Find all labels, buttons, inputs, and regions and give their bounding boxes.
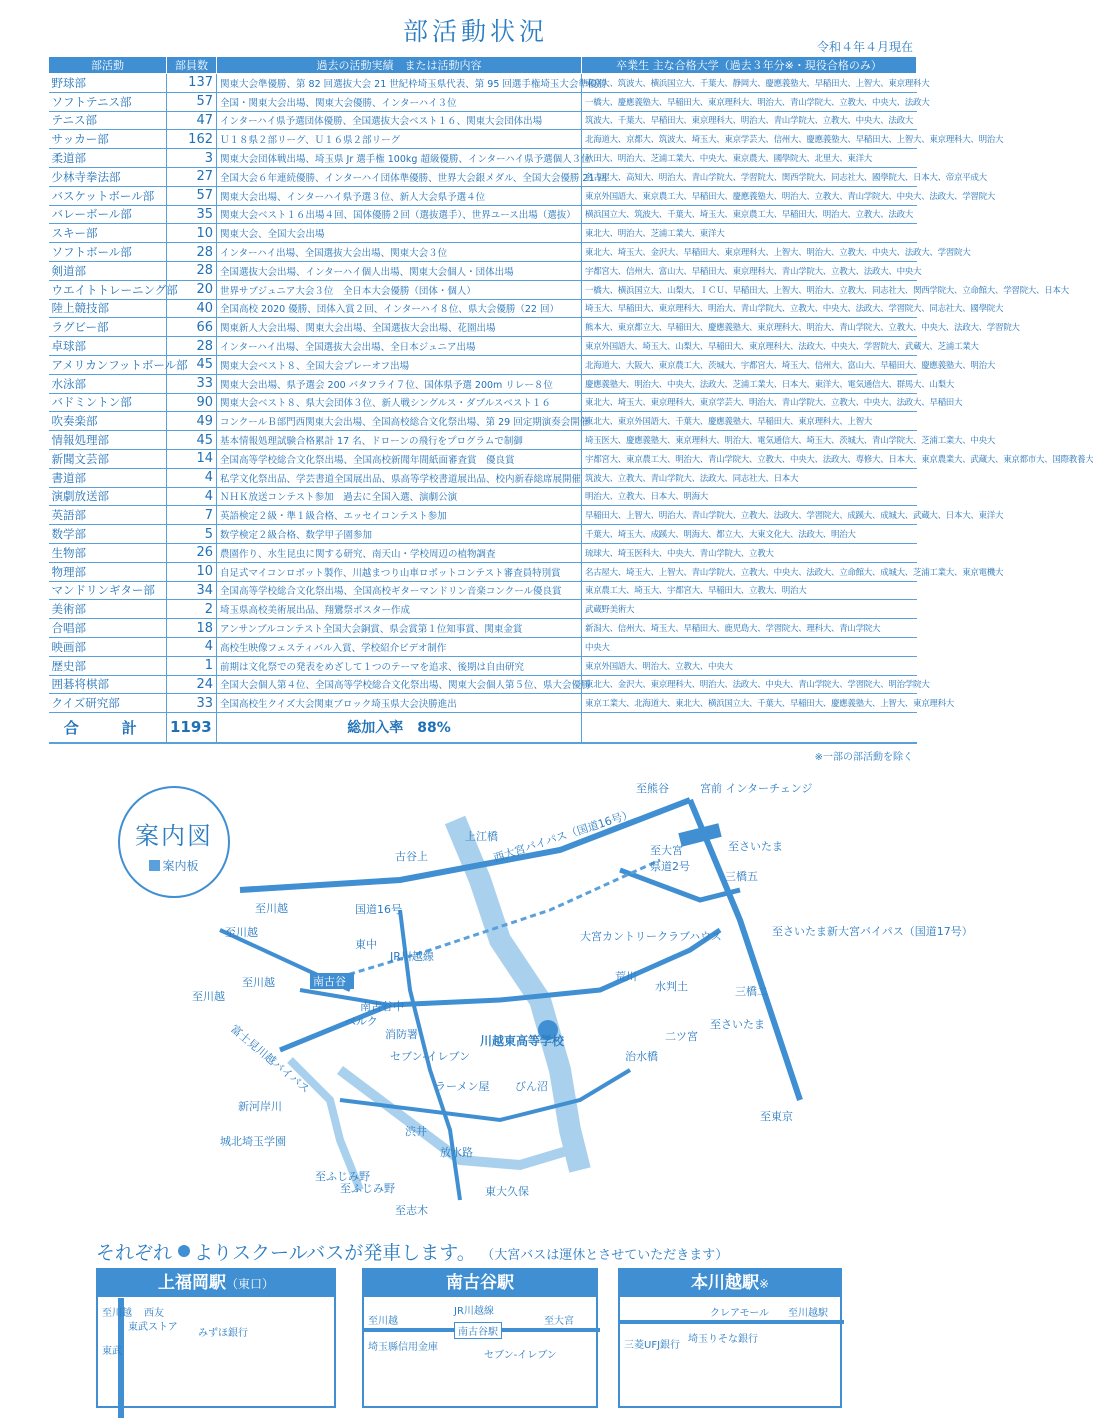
table-row: [49, 149, 917, 168]
record-cell: 全国高校 2020 優勝、団体入賞２回、インターハイ８位、県大会優勝（22 回）: [217, 299, 582, 318]
map-badge-legend: [120, 857, 228, 874]
table-row: [49, 468, 917, 487]
label-suihan: 水判土: [655, 980, 688, 993]
table-body: [49, 74, 1093, 713]
label-seiyu: 西友: [144, 1308, 164, 1319]
label-kamiegawa: 上江橋: [465, 830, 498, 843]
record-cell: インターハイ出場、全国選抜大会出場、関東大会３位: [217, 243, 582, 262]
label-kawagoe1: 至川越: [255, 902, 288, 915]
label-fujimino1: 至ふじみ野: [315, 1170, 370, 1183]
table-row: [49, 92, 917, 111]
total-label: 合 計: [49, 713, 167, 743]
station-title: [98, 1270, 334, 1297]
club-name-cell: バレーボール部: [49, 205, 167, 224]
footnote: ※一部の部活動を除く: [814, 752, 913, 763]
members-cell: 4: [167, 487, 217, 506]
universities-cell: 琉球大、埼玉医科大、中央大、青山学院大、立教大: [582, 543, 917, 562]
universities-cell: 一橋大、慶應義塾大、早稲田大、東京理科大、明治大、青山学院大、立教大、中央大、法政大: [582, 92, 917, 111]
record-cell: 全国・関東大会出場、関東大会優勝、インターハイ３位: [217, 92, 582, 111]
label-station: 南古谷駅: [454, 1322, 502, 1339]
station-title: [364, 1270, 596, 1297]
members-cell: 28: [167, 243, 217, 262]
table-row: [49, 337, 917, 356]
universities-cell: 名古屋大、埼玉大、上智大、青山学院大、立教大、中央大、法政大、立命館大、成城大、芝浦工業大、東京電機大: [582, 562, 917, 581]
universities-cell: 東北大、金沢大、東京理科大、明治大、法政大、中央大、青山学院大、学習院大、明治学院大: [582, 675, 917, 694]
members-cell: 2: [167, 600, 217, 619]
universities-cell: 一橋大、横浜国立大、山梨大、ＩＣＵ、早稲田大、上智大、明治大、立教大、同志社大、関西学院大、立命館大、学習院大、日本大: [582, 280, 917, 299]
record-cell: 基本情報処理試験合格累計 17 名、ドローンの飛行をプログラムで制御: [217, 431, 582, 450]
label-fujimino2: 至ふじみ野: [340, 1182, 395, 1195]
station-map-honkawagoe: [618, 1268, 842, 1408]
record-cell: インターハイ県予選団体優勝、全国選抜大会ベスト１６、関東大会団体出場: [217, 111, 582, 130]
members-cell: 49: [167, 412, 217, 431]
record-cell: ＮＨＫ放送コンテスト参加 過去に全国入選、演劇公演: [217, 487, 582, 506]
record-cell: 関東新人大会出場、関東大会出場、全国選抜大会出場、花園出場: [217, 318, 582, 337]
club-name-cell: 歴史部: [49, 656, 167, 675]
members-cell: 35: [167, 205, 217, 224]
club-activity-table: [48, 56, 1093, 744]
club-name-cell: 卓球部: [49, 337, 167, 356]
universities-cell: 早稲田大、上智大、明治大、青山学院大、立教大、法政大、学習院大、成蹊大、成城大、武蔵大、日本大、東洋大: [582, 506, 917, 525]
legend-square-icon: [149, 860, 160, 871]
label-higashiokubo: 東大久保: [485, 1185, 529, 1198]
club-name-cell: 陸上競技部: [49, 299, 167, 318]
universities-cell: 新潟大、信州大、埼玉大、早稲田大、鹿児島大、学習院大、理科大、青山学院大: [582, 619, 917, 638]
members-cell: 18: [167, 619, 217, 638]
universities-cell: 名古屋大、高知大、明治大、青山学院大、学習院大、関西学院大、同志社大、國學院大、日本大、帝京平成大: [582, 167, 917, 186]
label-binnuma: びん沼: [515, 1080, 548, 1093]
header-club: 部活動: [49, 57, 167, 74]
table-row: [49, 637, 917, 656]
club-name-cell: 柔道部: [49, 149, 167, 168]
table-row: [49, 581, 917, 600]
label-kawagoe: 至川越: [368, 1316, 398, 1327]
table-row: [49, 675, 917, 694]
bus-stop-pin-icon: [178, 1245, 190, 1257]
table-row: [49, 449, 917, 468]
record-cell: アンサンブルコンテスト全国大会銅賞、県会賞第１位知事賞、関東金賞: [217, 619, 582, 638]
universities-cell: 東北大、埼玉大、東京理科大、東京学芸大、明治大、青山学院大、立教大、中央大、法政大、早稲田大: [582, 393, 917, 412]
label-fujimino-road: 富士見川越バイパス: [228, 1022, 313, 1096]
label-ic: 宮前 インターチェンジ: [700, 782, 813, 795]
table-row: [49, 167, 917, 186]
road-line: [620, 1320, 844, 1324]
station-name: 本川越駅: [690, 1273, 759, 1293]
record-cell: 世界サブジュニア大会３位 全日本大会優勝（団体・個人）: [217, 280, 582, 299]
club-name-cell: ラグビー部: [49, 318, 167, 337]
page-title: 部活動状況: [402, 17, 548, 46]
members-cell: 45: [167, 431, 217, 450]
table-row: [49, 600, 917, 619]
universities-cell: 筑波大、立教大、青山学院大、法政大、同志社大、日本大: [582, 468, 917, 487]
label-jr: JR川越線: [390, 950, 434, 963]
club-name-cell: 演劇放送部: [49, 487, 167, 506]
label-kawagoe-station: 至川越駅: [788, 1308, 828, 1319]
club-name-cell: 書道部: [49, 468, 167, 487]
record-cell: インターハイ出場、全国選抜大会出場、全日本ジュニア出場: [217, 337, 582, 356]
universities-cell: 慶應義塾大、明治大、中央大、法政大、芝浦工業大、日本大、東洋大、電気通信大、群馬大、山梨大: [582, 374, 917, 393]
members-cell: 137: [167, 74, 217, 93]
label-saitama1: 至さいたま: [728, 840, 783, 853]
record-cell: 数学検定２級合格、数学甲子園参加: [217, 525, 582, 544]
label-omiya1: 至大宮: [650, 844, 683, 857]
members-cell: 57: [167, 186, 217, 205]
members-cell: 4: [167, 637, 217, 656]
members-cell: 45: [167, 355, 217, 374]
label-higashinaka: 東中: [355, 938, 377, 951]
label-r16: 国道16号: [355, 903, 402, 916]
club-name-cell: 囲碁将棋部: [49, 675, 167, 694]
club-name-cell: 美術部: [49, 600, 167, 619]
universities-cell: 宇都宮大、東京農工大、明治大、青山学院大、立教大、中央大、法政大、専修大、日本大、東京農業大、武蔵大、東京都市大、国際教養大: [582, 449, 917, 468]
record-cell: 埼玉県高校美術展出品、翔鸞祭ポスター作成: [217, 600, 582, 619]
record-cell: 全国高等学校総合文化祭出場、全国高校ギターマンドリン音楽コンクール優良賞: [217, 581, 582, 600]
universities-cell: 東京大、筑波大、横浜国立大、千葉大、静岡大、慶應義塾大、早稲田大、上智大、東京理科大: [582, 74, 917, 93]
members-cell: 33: [167, 374, 217, 393]
members-cell: 26: [167, 543, 217, 562]
record-cell: 英語検定２級・準１級合格、エッセイコンテスト参加: [217, 506, 582, 525]
label-shiki: 至志木: [395, 1204, 428, 1217]
members-cell: 33: [167, 694, 217, 713]
table-row: [49, 562, 917, 581]
total-rate: 総加入率 88%: [217, 713, 582, 743]
club-name-cell: 新聞文芸部: [49, 449, 167, 468]
table-row: [49, 393, 917, 412]
table-row: [49, 205, 917, 224]
club-name-cell: 英語部: [49, 506, 167, 525]
table-row: [49, 431, 917, 450]
label-shin-omiya: 至さいたま新大宮バイパス（国道17号）: [772, 925, 973, 938]
club-name-cell: ソフトテニス部: [49, 92, 167, 111]
label-tobu: 東武: [102, 1346, 122, 1357]
universities-cell: 埼玉大、早稲田大、東京理科大、明治大、青山学院大、立教大、中央大、法政大、学習院大、同志社大、國學院大: [582, 299, 917, 318]
label-ara: 荒川: [615, 970, 637, 983]
universities-cell: 北海道大、大阪大、東京農工大、茨城大、宇都宮大、埼玉大、信州大、富山大、早稲田大、慶應義塾大、明治大: [582, 355, 917, 374]
total-blank: [582, 713, 917, 743]
universities-cell: 熊本大、東京都立大、早稲田大、慶應義塾大、東京理科大、明治大、青山学院大、立教大、中央大、法政大、学習院大: [582, 318, 917, 337]
label-mufg: 三菱UFJ銀行: [624, 1340, 681, 1351]
members-cell: 10: [167, 224, 217, 243]
table-row: [49, 261, 917, 280]
label-minamifuruya: 南古谷: [313, 975, 346, 988]
members-cell: 24: [167, 675, 217, 694]
universities-cell: 東北大、明治大、芝浦工業大、東洋大: [582, 224, 917, 243]
members-cell: 4: [167, 468, 217, 487]
universities-cell: 筑波大、千葉大、早稲田大、東京理科大、明治大、青山学院大、立教大、中央大、法政大: [582, 111, 917, 130]
members-cell: 27: [167, 167, 217, 186]
table-row: [49, 412, 917, 431]
club-name-cell: ウエイトトレーニング部: [49, 280, 167, 299]
label-bank: 埼玉縣信用金庫: [368, 1342, 438, 1353]
record-cell: 関東大会ベスト１６出場４回、国体優勝２回（選抜選手）、世界ユース出場（選抜）: [217, 205, 582, 224]
universities-cell: 武蔵野美術大: [582, 600, 917, 619]
record-cell: 関東大会準優勝、第 82 回選抜大会 21 世紀枠埼玉県代表、第 95 回選手権埼玉大会準優勝: [217, 74, 582, 93]
members-cell: 28: [167, 261, 217, 280]
table-row: [49, 299, 917, 318]
members-cell: 7: [167, 506, 217, 525]
label-kawagoe3: 至川越: [242, 976, 275, 989]
label-minamifuruyachu: 南古谷中: [360, 1000, 404, 1013]
label-bypass-nishi: 西大宮バイパス（国道16号）: [491, 807, 635, 865]
bus-text-before: それぞれ: [96, 1242, 173, 1264]
universities-cell: 東京外国語大、明治大、立教大、中央大: [582, 656, 917, 675]
members-cell: 66: [167, 318, 217, 337]
members-cell: 14: [167, 449, 217, 468]
club-name-cell: アメリカンフットボール部: [49, 355, 167, 374]
club-name-cell: 合唱部: [49, 619, 167, 638]
table-row: [49, 619, 917, 638]
table-row: [49, 355, 917, 374]
table-row: [49, 186, 917, 205]
universities-cell: 秋田大、明治大、芝浦工業大、中央大、東京農大、國學院大、北里大、東洋大: [582, 149, 917, 168]
record-cell: 関東大会、全国大会出場: [217, 224, 582, 243]
label-seven: セブン-イレブン: [484, 1350, 557, 1361]
label-ramen: ラーメン屋: [435, 1080, 490, 1093]
club-name-cell: サッカー部: [49, 130, 167, 149]
label-furuyagami: 古谷上: [395, 850, 428, 863]
shido-bridge: [680, 830, 720, 840]
label-jisui: 治水橋: [625, 1050, 658, 1063]
table-header-row: [49, 57, 917, 74]
table-row: [49, 280, 917, 299]
club-name-cell: 生物部: [49, 543, 167, 562]
total-row: [49, 713, 917, 743]
members-cell: 47: [167, 111, 217, 130]
label-beruku: ベルク: [345, 1015, 378, 1028]
record-cell: 全国高校生クイズ大会関東ブロック埼玉県大会決勝進出: [217, 694, 582, 713]
table-row: [49, 543, 917, 562]
club-name-cell: マンドリンギター部: [49, 581, 167, 600]
record-cell: 高校生映像フェスティバル入賞、学校紹介ビデオ制作: [217, 637, 582, 656]
label-tokyo: 至東京: [760, 1110, 793, 1123]
universities-cell: 明治大、立教大、日本大、明海大: [582, 487, 917, 506]
table-row: [49, 525, 917, 544]
record-cell: Ｕ１８県２部リーグ、Ｕ１６県２部リーグ: [217, 130, 582, 149]
record-cell: 全国大会個人第４位、全国高等学校総合文化祭出場、関東大会個人第５位、県大会優勝: [217, 675, 582, 694]
members-cell: 10: [167, 562, 217, 581]
club-name-cell: 少林寺拳法部: [49, 167, 167, 186]
club-name-cell: ソフトボール部: [49, 243, 167, 262]
club-name-cell: 物理部: [49, 562, 167, 581]
bus-notice: [96, 1238, 728, 1265]
record-cell: 関東大会ベスト８、県大会団体３位、新人戦シングルス・ダブルスベスト１６: [217, 393, 582, 412]
label-seven: セブン-イレブン: [390, 1050, 471, 1063]
members-cell: 34: [167, 581, 217, 600]
label-kawagoe2: 至川越: [225, 926, 258, 939]
header-universities: 卒業生 主な合格大学（過去３年分※・現役合格のみ）: [582, 57, 917, 74]
table-row: [49, 243, 917, 262]
members-cell: 3: [167, 149, 217, 168]
label-resona: 埼玉りそな銀行: [688, 1334, 758, 1345]
club-name-cell: バスケットボール部: [49, 186, 167, 205]
members-cell: 28: [167, 337, 217, 356]
members-cell: 90: [167, 393, 217, 412]
label-johoku: 城北埼玉学園: [220, 1135, 286, 1148]
record-cell: 私学文化祭出品、学芸書道全国展出品、県高等学校書道展出品、校内新春総席展開催: [217, 468, 582, 487]
universities-cell: 中央大: [582, 637, 917, 656]
club-name-cell: クイズ研究部: [49, 694, 167, 713]
record-cell: 全国大会６年連続優勝、インターハイ団体準優勝、世界大会銀メダル、全国大会優勝 21 回: [217, 167, 582, 186]
universities-cell: 東京外国語大、埼玉大、山梨大、早稲田大、東京理科大、法政大、中央大、学習院大、武蔵大、芝浦工業大: [582, 337, 917, 356]
table-row: [49, 374, 917, 393]
table-row: [49, 487, 917, 506]
bus-note: （大宮バスは運休とさせていただきます）: [487, 1248, 729, 1263]
club-name-cell: テニス部: [49, 111, 167, 130]
members-cell: 57: [167, 92, 217, 111]
club-name-cell: 野球部: [49, 74, 167, 93]
label-mizuho: みずほ銀行: [198, 1328, 248, 1339]
label-omiya: 至大宮: [544, 1316, 574, 1327]
label-kumagaya: 至熊谷: [636, 782, 669, 795]
map-badge: [118, 786, 230, 898]
station-sub: （東口）: [225, 1277, 274, 1291]
label-tobu-store: 東武ストア: [128, 1322, 178, 1333]
record-cell: 前期は文化祭での発表をめざして１つのテーマを追求、後期は自由研究: [217, 656, 582, 675]
club-name-cell: 剣道部: [49, 261, 167, 280]
universities-cell: 宇都宮大、信州大、富山大、早稲田大、東京理科大、青山学院大、立教大、法政大、中央大: [582, 261, 917, 280]
table-row: [49, 656, 917, 675]
map-badge-title: 案内図: [135, 822, 213, 850]
header-members: 部員数: [167, 57, 217, 74]
club-name-cell: 数学部: [49, 525, 167, 544]
club-name-cell: 映画部: [49, 637, 167, 656]
total-members: 1193: [167, 713, 217, 743]
label-school: 川越東高等学校: [480, 1034, 565, 1048]
record-cell: 自足式マイコンロボット製作、川越まつり山車ロボットコンテスト審査員特別賞: [217, 562, 582, 581]
station-name: 南古谷駅: [446, 1273, 514, 1293]
label-shinkashi: 新河岸川: [238, 1100, 282, 1113]
table-row: [49, 74, 917, 93]
record-cell: 関東大会ベスト８、全国大会プレーオフ出場: [217, 355, 582, 374]
record-cell: 関東大会出場、県予選会 200 バタフライ７位、国体県予選 200m リレー８位: [217, 374, 582, 393]
as-of-date: 令和４年４月現在: [816, 40, 913, 54]
club-name-cell: 水泳部: [49, 374, 167, 393]
label-shobo: 消防署: [385, 1028, 418, 1041]
table-row: [49, 318, 917, 337]
members-cell: 20: [167, 280, 217, 299]
record-cell: 農園作り、水生昆虫に関する研究、南天山・学校周辺の植物調査: [217, 543, 582, 562]
members-cell: 5: [167, 525, 217, 544]
record-cell: 全国選抜大会出場、インターハイ個人出場、関東大会個人・団体出場: [217, 261, 582, 280]
bus-text-after: よりスクールバスが発車します。: [194, 1242, 476, 1264]
universities-cell: 横浜国立大、筑波大、千葉大、埼玉大、東京農工大、早稲田大、明治大、立教大、法政大: [582, 205, 917, 224]
table-row: [49, 506, 917, 525]
label-mikyo2: 三橋二: [735, 985, 768, 998]
record-cell: 全国高等学校総合文化祭出場、全国高校新聞年間紙面審査賞 優良賞: [217, 449, 582, 468]
label-crea-mall: クレアモール: [710, 1308, 769, 1319]
label-hosuiro: 放水路: [440, 1146, 473, 1159]
station-map-kamifukuoka: [96, 1268, 336, 1408]
label-niju: 二ツ宮: [665, 1030, 698, 1043]
station-sub: ※: [758, 1277, 770, 1291]
table-row: [49, 111, 917, 130]
label-shibui: 渋井: [405, 1125, 427, 1138]
universities-cell: 埼玉医大、慶應義塾大、東京理科大、明治大、電気通信大、埼玉大、茨城大、青山学院大、芝浦工業大、中央大: [582, 431, 917, 450]
universities-cell: 東北大、埼玉大、金沢大、早稲田大、東京理科大、上智大、明治大、立教大、中央大、法政大、学習院大: [582, 243, 917, 262]
universities-cell: 東京外国語大、東京農工大、早稲田大、慶應義塾大、明治大、立教大、青山学院大、中央大、法政大、学習院大: [582, 186, 917, 205]
label-saitama3: 至さいたま: [710, 1018, 765, 1031]
universities-cell: 千葉大、埼玉大、成蹊大、明海大、都立大、大東文化大、法政大、明治大: [582, 525, 917, 544]
legend-label: 案内板: [162, 859, 199, 873]
members-cell: 40: [167, 299, 217, 318]
club-name-cell: バドミントン部: [49, 393, 167, 412]
station-title: [620, 1270, 840, 1297]
record-cell: 関東大会団体戦出場、埼玉県 Jr 選手権 100kg 超級優勝、インターハイ県予選個人３位: [217, 149, 582, 168]
universities-cell: 東京工業大、北海道大、東北大、横浜国立大、千葉大、早稲田大、慶應義塾大、上智大、東京理科大: [582, 694, 917, 713]
universities-cell: 東京農工大、埼玉大、宇都宮大、早稲田大、立教大、明治大: [582, 581, 917, 600]
universities-cell: 北海道大、京都大、筑波大、埼玉大、東京学芸大、信州大、慶應義塾大、早稲田大、上智大、東京理科大、明治大: [582, 130, 917, 149]
label-country: 大宮カントリークラブハウス: [580, 930, 722, 943]
table-row: [49, 224, 917, 243]
label-jr: JR川越線: [454, 1306, 494, 1317]
club-name-cell: 情報処理部: [49, 431, 167, 450]
label-mikyo5: 三橋五: [725, 870, 758, 883]
label-kendo2: 県道2号: [650, 860, 690, 873]
members-cell: 1: [167, 656, 217, 675]
table-row: [49, 130, 917, 149]
club-name-cell: 吹奏楽部: [49, 412, 167, 431]
local-road-3: [340, 1070, 630, 1120]
label-kawagoe: 至川越: [102, 1308, 132, 1319]
club-name-cell: スキー部: [49, 224, 167, 243]
record-cell: 関東大会出場、インターハイ県予選３位、新人大会県予選４位: [217, 186, 582, 205]
header-record: 過去の活動実績 または活動内容: [217, 57, 582, 74]
label-kawagoe4: 至川越: [192, 990, 225, 1003]
station-name: 上福岡駅: [157, 1273, 226, 1293]
table-row: [49, 694, 917, 713]
record-cell: コンクールＢ部門西関東大会出場、全国高校総合文化祭出場、第 29 回定期演奏会開催: [217, 412, 582, 431]
universities-cell: 東北大、東京外国語大、千葉大、慶應義塾大、早稲田大、東京理科大、上智大: [582, 412, 917, 431]
members-cell: 162: [167, 130, 217, 149]
station-map-minamifuruya: [362, 1268, 598, 1408]
